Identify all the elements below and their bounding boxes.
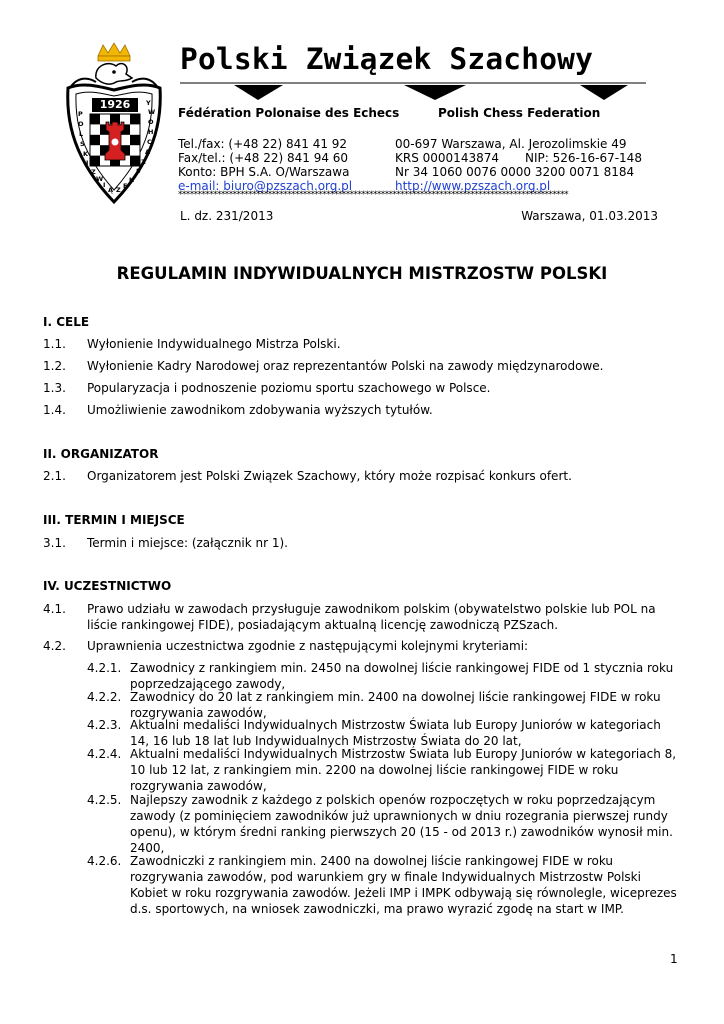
contact-nip: NIP: 526-16-67-148	[525, 151, 642, 165]
subitem-number: 4.2.3.	[87, 718, 122, 732]
subtitle-english: Polish Chess Federation	[438, 106, 601, 120]
contact-email-link[interactable]: e-mail: biuro@pzszach.org.pl	[178, 179, 353, 193]
subitem-text: Najlepszy zawodnik z każdego z polskich openów rozpoczętych w roku poprzedzającym zawody (z pominięciem zawodników już uprawnionych w dniu rozegrania pierwszej rundy openu), w którym średni ranking pierwszych 20 (15 - od 2013 r.) zawodników wynosił min. 2400,	[130, 793, 673, 855]
reference-number: L. dz. 231/2013	[180, 209, 274, 223]
svg-text:K: K	[83, 150, 89, 158]
item-number: 4.1.	[43, 602, 66, 616]
header-separator: ****************************************************************************************************	[178, 190, 569, 200]
subitem-number: 4.2.1.	[87, 661, 122, 675]
subitem-text: Aktualni medaliści Indywidualnych Mistrzostw Świata lub Europy Juniorów w kategoriach 14, 16 lub 18 lat lub Indywidualnych Mistrzostw Świata do 20 lat,	[130, 718, 661, 748]
subitem-number: 4.2.2.	[87, 690, 122, 704]
section-heading: II. ORGANIZATOR	[43, 447, 159, 461]
chess-eagle-emblem-icon	[56, 42, 174, 208]
svg-text:C: C	[147, 138, 152, 146]
item-number: 1.2.	[43, 359, 66, 373]
svg-text:S: S	[80, 140, 85, 148]
svg-text:Ą: Ą	[108, 186, 114, 194]
item-number: 4.2.	[43, 639, 66, 653]
svg-text:I: I	[103, 181, 106, 189]
svg-text:O: O	[78, 120, 84, 128]
contact-phone: Tel./fax: (+48 22) 841 41 92	[178, 137, 348, 151]
section-heading: III. TERMIN I MIEJSCE	[43, 513, 185, 527]
subitem-number: 4.2.4.	[87, 747, 122, 761]
item-number: 1.4.	[43, 403, 66, 417]
contact-address: 00-697 Warszawa, Al. Jerozolimskie 49	[395, 137, 627, 151]
svg-text:A: A	[145, 148, 151, 156]
subitem-number: 4.2.5.	[87, 793, 122, 807]
svg-text:K: K	[129, 176, 135, 184]
svg-text:Z: Z	[91, 168, 96, 176]
item-number: 2.1.	[43, 469, 66, 483]
contact-bank-number: Nr 34 1060 0076 0000 3200 0071 8184	[395, 165, 635, 179]
subtitle-french: Fédération Polonaise des Echecs	[178, 106, 400, 120]
item-text: Wyłonienie Kadry Narodowej oraz reprezentantów Polski na zawody międzynarodowe.	[87, 359, 604, 373]
item-text: Umożliwienie zawodnikom zdobywania wyższych tytułów.	[87, 403, 433, 417]
item-number: 1.1.	[43, 337, 66, 351]
item-number: 3.1.	[43, 536, 66, 550]
svg-text:Y: Y	[146, 99, 151, 107]
svg-text:Z: Z	[116, 186, 121, 194]
subitem-text: Zawodniczki z rankingiem min. 2400 na dowolnej liście rankingowej FIDE w roku rozgrywania zawodów, pod warunkiem gry w finale Indywidualnych Mistrzostw Polski Kobiet w roku rozgrywania zawodów. Jeżeli IMP i IMPK odbywają się równolegle, wiceprezes d.s. sportowych, na wniosek zawodniczki, ma prawo wyrazić zgodę na start w IMP.	[130, 854, 677, 916]
svg-text:L: L	[79, 130, 84, 138]
item-text: Prawo udziału w zawodach przysługuje zawodnikom polskim (obywatelstwo polskie lub POL na liście rankingowej FIDE), posiadającym aktualną licencję zawodniczą PZSzach.	[87, 602, 656, 632]
svg-text:W: W	[148, 108, 156, 116]
item-text: Wyłonienie Indywidualnego Mistrza Polski.	[87, 337, 341, 351]
svg-text:Z: Z	[141, 158, 146, 166]
subitem-text: Zawodnicy z rankingiem min. 2450 na dowolnej liście rankingowej FIDE od 1 stycznia roku poprzedzającego zawody,	[130, 661, 674, 691]
logo-year: 1926	[99, 98, 131, 111]
page-number: 1	[670, 952, 678, 966]
item-number: 1.3.	[43, 381, 66, 395]
svg-text:P: P	[78, 110, 83, 118]
svg-text:I: I	[86, 159, 89, 167]
item-text: Termin i miejsce: (załącznik nr 1).	[87, 536, 288, 550]
title-underline-decoration	[180, 80, 646, 104]
website-link[interactable]: http://www.pzszach.org.pl	[395, 179, 551, 193]
svg-text:W: W	[96, 175, 104, 183]
section-heading: IV. UCZESTNICTWO	[43, 579, 172, 593]
svg-text:H: H	[148, 128, 154, 136]
org-name-title: Polski Związek Szachowy	[180, 42, 594, 76]
svg-text:S: S	[136, 167, 141, 175]
document-date: Warszawa, 01.03.2013	[521, 209, 658, 223]
svg-text:O: O	[148, 118, 154, 126]
contact-account: Konto: BPH S.A. O/Warszawa	[178, 165, 350, 179]
item-text: Uprawnienia uczestnictwa zgodnie z następującymi kolejnymi kryteriami:	[87, 639, 529, 653]
subitem-text: Aktualni medaliści Indywidualnych Mistrzostw Świata lub Europy Juniorów w kategoriach 8, 10 lub 12 lat, z rankingiem min. 2200 na dowolnej liście rankingowej FIDE w roku rozgrywania zawodów,	[130, 747, 677, 793]
item-text: Popularyzacja i podnoszenie poziomu sportu szachowego w Polsce.	[87, 381, 491, 395]
subitem-text: Zawodnicy do 20 lat z rankingiem min. 2400 na dowolnej liście rankingowej FIDE w roku rozgrywania zawodów,	[130, 690, 661, 720]
section-heading: I. CELE	[43, 315, 90, 329]
svg-text:E: E	[123, 182, 128, 190]
contact-krs: KRS 0000143874	[395, 151, 499, 165]
subitem-number: 4.2.6.	[87, 854, 122, 868]
contact-fax: Fax/tel.: (+48 22) 841 94 60	[178, 151, 349, 165]
item-text: Organizatorem jest Polski Związek Szachowy, który może rozpisać konkurs ofert.	[87, 469, 572, 483]
document-title: REGULAMIN INDYWIDUALNYCH MISTRZOSTW POLSKI	[116, 264, 608, 283]
